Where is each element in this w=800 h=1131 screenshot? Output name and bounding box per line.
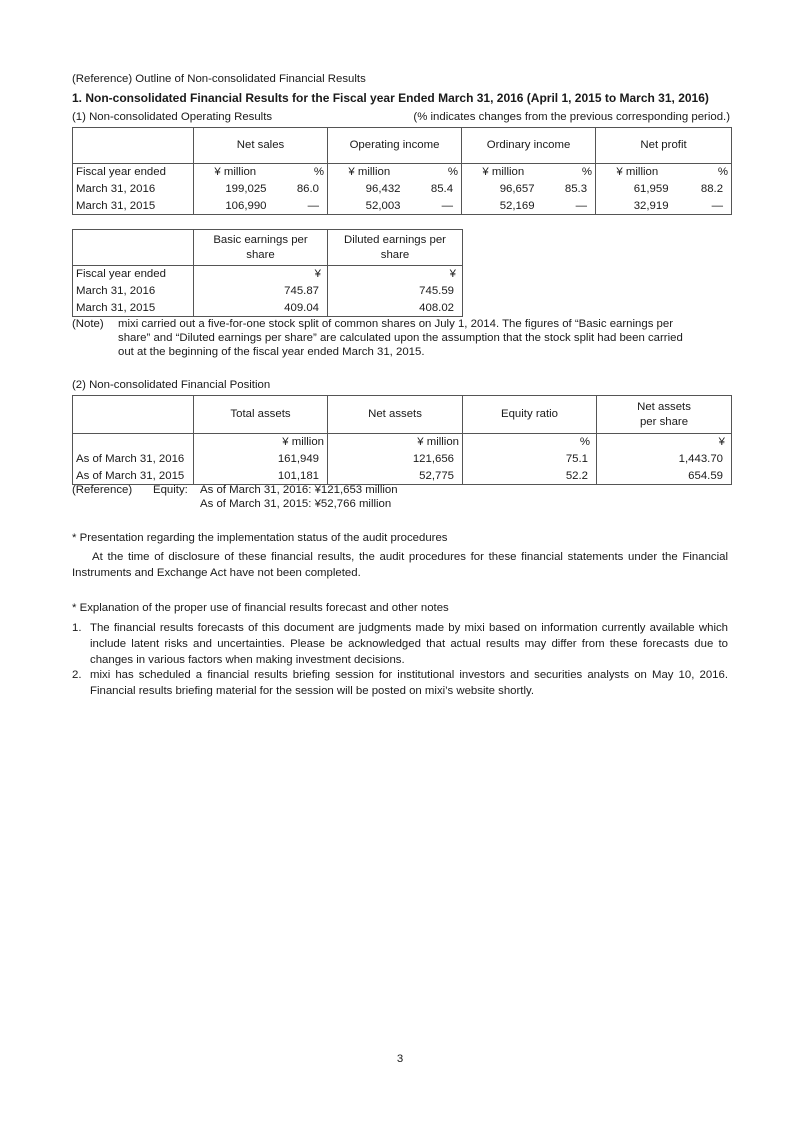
col-operating-income: Operating income [328,128,462,164]
unit-amount: ¥ million [462,164,545,181]
unit-amount: ¥ million [328,164,411,181]
row-label: March 31, 2016 [73,181,194,198]
row-label: As of March 31, 2016 [73,451,194,468]
net-assets-per-share-value: 654.59 [597,468,732,485]
note-line: share” and “Diluted earnings per share” are calculated upon the assumption that the stock split had been carried [118,332,683,344]
header-blank-cell [73,230,194,266]
col-diluted-eps: Diluted earnings per share [328,230,463,266]
note-line: mixi carried out a five-for-one stock split of common shares on July 1, 2014. The figures of “Basic earnings per [118,318,674,330]
col-net-sales: Net sales [194,128,328,164]
diluted-eps-value: 408.02 [328,300,463,317]
unit-pct: % [679,164,732,181]
equity-label: Equity: [153,484,188,496]
net-sales-value: 106,990 [194,198,277,215]
list-item [72,620,728,668]
unit-amount: ¥ million [194,164,277,181]
total-assets-value: 101,181 [194,468,328,485]
document-title: 1. Non-consolidated Financial Results for the Fiscal year Ended March 31, 2016 (April 1, 2015 to March 31, 2016) [72,91,709,105]
equity-line: As of March 31, 2015: ¥52,766 million [200,498,392,510]
equity-reference-label: (Reference) [72,484,133,496]
list-item-text: mixi has scheduled a financial results briefing session for institutional investors and securities analysts on May 10, 2016. Financial results briefing material for the session will be posted on mixi’s website shortly. [90,669,728,697]
equity-line: As of March 31, 2016: ¥121,653 million [200,484,398,496]
ordinary-income-value: 52,169 [462,198,545,215]
reference-outline-label: (Reference) Outline of Non-consolidated Financial Results [72,73,366,85]
forecast-notes-heading: * Explanation of the proper use of financial results forecast and other notes [72,602,449,614]
audit-heading: * Presentation regarding the implementation status of the audit procedures [72,532,448,544]
unit-equity-ratio: % [463,434,597,451]
col-total-assets: Total assets [194,396,328,434]
net-sales-pct: — [277,198,328,215]
unit-row [73,164,732,181]
table-row [73,468,732,485]
ordinary-income-pct: — [545,198,596,215]
equity-ratio-value: 75.1 [463,451,597,468]
table-row [73,300,463,317]
operating-income-value: 52,003 [328,198,411,215]
eps-table [72,229,463,317]
col-net-assets: Net assets [328,396,463,434]
pct-change-note: (% indicates changes from the previous corresponding period.) [413,111,730,123]
operating-results-table [72,127,732,215]
unit-pct: % [277,164,328,181]
basic-eps-value: 409.04 [194,300,328,317]
unit-row [73,434,732,451]
net-profit-value: 32,919 [596,198,679,215]
operating-income-value: 96,432 [328,181,411,198]
list-item-number: 1. [72,622,82,634]
table-row [73,283,463,300]
unit-yen: ¥ [328,266,463,283]
net-profit-value: 61,959 [596,181,679,198]
unit-pct: % [411,164,462,181]
financial-position-table [72,395,732,485]
unit-total-assets: ¥ million [194,434,328,451]
note-label: (Note) [72,318,104,330]
unit-pct: % [545,164,596,181]
row-label: March 31, 2015 [73,300,194,317]
net-sales-value: 199,025 [194,181,277,198]
unit-amount: ¥ million [596,164,679,181]
header-blank-cell [73,396,194,434]
operating-income-pct: — [411,198,462,215]
net-assets-value: 121,656 [328,451,463,468]
net-sales-pct: 86.0 [277,181,328,198]
net-profit-pct: — [679,198,732,215]
ordinary-income-value: 96,657 [462,181,545,198]
basic-eps-value: 745.87 [194,283,328,300]
row-label [73,434,194,451]
row-label: March 31, 2015 [73,198,194,215]
audit-body: At the time of disclosure of these financial results, the audit procedures for these financial statements under the Financial Instruments and Exchange Act have not been completed. [72,551,728,579]
col-header-line: Net assets [637,400,691,413]
net-profit-pct: 88.2 [679,181,732,198]
table-row [73,181,732,198]
row-label: As of March 31, 2015 [73,468,194,485]
row-label: Fiscal year ended [73,164,194,181]
table-row [73,198,732,215]
table-row [73,451,732,468]
operating-results-title: (1) Non-consolidated Operating Results [72,111,273,123]
equity-ratio-value: 52.2 [463,468,597,485]
header-blank-cell [73,128,194,164]
financial-position-title: (2) Non-consolidated Financial Position [72,379,271,391]
note-line: out at the beginning of the fiscal year ended March 31, 2015. [118,346,425,358]
list-item [72,667,728,699]
unit-net-assets: ¥ million [328,434,463,451]
col-basic-eps: Basic earnings per share [194,230,328,266]
unit-net-assets-per-share: ¥ [597,434,732,451]
list-item-number: 2. [72,669,82,681]
page-number: 3 [396,1053,404,1065]
operating-income-pct: 85.4 [411,181,462,198]
diluted-eps-value: 745.59 [328,283,463,300]
net-assets-value: 52,775 [328,468,463,485]
col-net-profit: Net profit [596,128,732,164]
list-item-text: The financial results forecasts of this document are judgments made by mixi based on information currently available which include latent risks and uncertainties. Please be acknowledged that actual results may differ from these forecasts due to changes in various factors when making investment decisions. [90,622,728,666]
ordinary-income-pct: 85.3 [545,181,596,198]
col-ordinary-income: Ordinary income [462,128,596,164]
col-header-line: per share [639,415,689,428]
col-equity-ratio: Equity ratio [463,396,597,434]
unit-row [73,266,463,283]
row-label: Fiscal year ended [73,266,194,283]
total-assets-value: 161,949 [194,451,328,468]
net-assets-per-share-value: 1,443.70 [597,451,732,468]
row-label: March 31, 2016 [73,283,194,300]
unit-yen: ¥ [194,266,328,283]
col-net-assets-per-share [597,396,732,434]
